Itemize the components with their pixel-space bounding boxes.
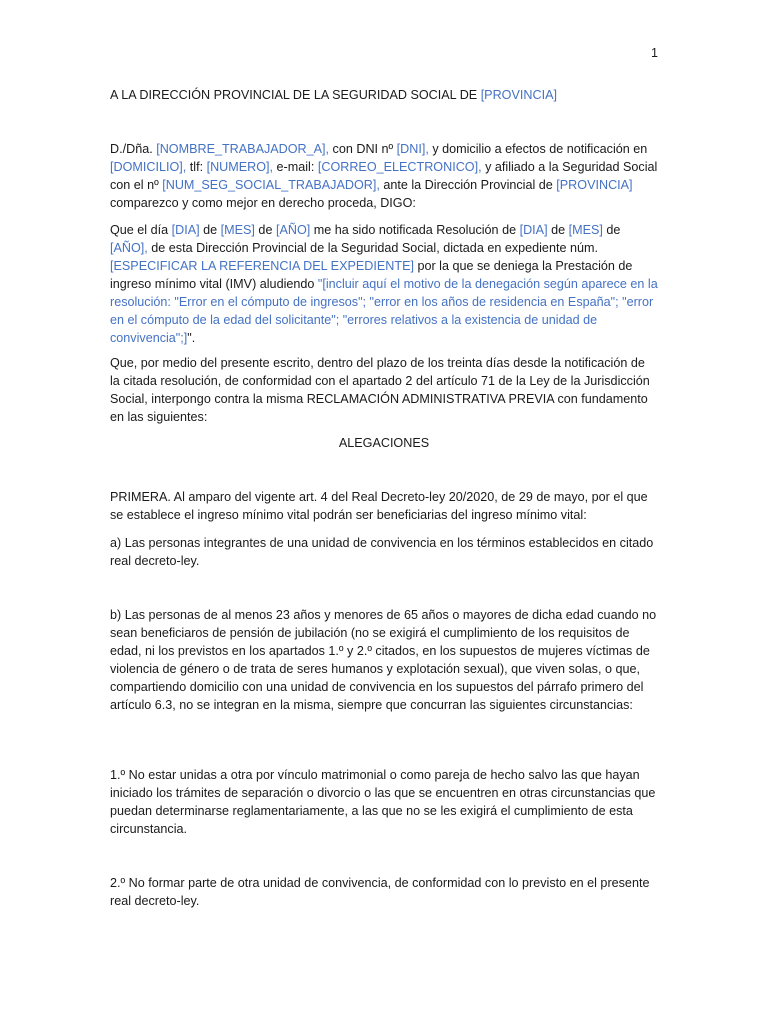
notification-text: de: [254, 223, 276, 237]
document-heading: [110, 86, 557, 104]
heading-text: A LA DIRECCIÓN PROVINCIAL DE LA SEGURIDAD SOCIAL DE: [110, 88, 481, 102]
claim-paragraph: Que, por medio del presente escrito, dentro del plazo de los treinta días desde la notificación de la citada resolución, de conformidad con el apartado 2 del artículo 71 de la Ley de la Jurisdicción Social, interpongo contra la misma RECLAMACIÓN ADMINISTRATIVA PREVIA con fundamento en las siguientes:: [110, 356, 650, 424]
placeholder-domicilio: [DOMICILIO],: [110, 160, 187, 174]
intro-paragraph: [110, 140, 658, 212]
intro-text: D./Dña.: [110, 142, 157, 156]
notification-paragraph: [110, 221, 658, 347]
placeholder-dia: [DIA]: [171, 223, 200, 237]
placeholder-nombre: [NOMBRE_TRABAJADOR_A],: [156, 142, 330, 156]
page-number: 1: [651, 46, 659, 60]
placeholder-anio: [AÑO],: [110, 241, 148, 255]
placeholder-num-seg-social: [NUM_SEG_SOCIAL_TRABAJADOR],: [162, 178, 380, 192]
intro-text: ante la Dirección Provincial de: [379, 178, 557, 192]
notification-text: de: [602, 223, 621, 237]
notification-text: de esta Dirección Provincial de la Seguridad Social, dictada en expediente núm.: [147, 241, 598, 255]
placeholder-dia: [DIA]: [519, 223, 548, 237]
notification-text: por la que se deniega la Prestación de ingreso mínimo vital (IMV) aludiendo: [110, 259, 633, 291]
intro-text: y afiliado a la Seguridad Social con el nº: [110, 160, 658, 192]
placeholder-dni: [DNI],: [396, 142, 429, 156]
intro-text: comparezco y como mejor en derecho proceda, DIGO:: [110, 196, 416, 210]
notification-text: de: [547, 223, 569, 237]
primera-paragraph: PRIMERA. Al amparo del vigente art. 4 del Real Decreto-ley 20/2020, de 29 de mayo, por el que se establece el ingreso mínimo vital podrán ser beneficiarias del ingreso mínimo vital:: [110, 490, 648, 522]
notification-text: de: [199, 223, 221, 237]
notification-text: me ha sido notificada Resolución de: [310, 223, 520, 237]
item-2-paragraph: 2.º No formar parte de otra unidad de convivencia, de conformidad con lo previsto en el presente real decreto-ley.: [110, 876, 650, 908]
intro-text: y domicilio a efectos de notificación en: [428, 142, 648, 156]
placeholder-referencia-expediente: [ESPECIFICAR LA REFERENCIA DEL EXPEDIENTE]: [110, 259, 414, 273]
placeholder-provincia: [PROVINCIA]: [556, 178, 633, 192]
placeholder-mes: [MES]: [220, 223, 255, 237]
section-title-alegaciones: ALEGACIONES: [338, 436, 430, 450]
placeholder-numero: [NUMERO],: [206, 160, 274, 174]
item-1-paragraph: 1.º No estar unidas a otra por vínculo matrimonial o como pareja de hecho salvo las que hayan iniciado los trámites de separación o divorcio o las que se encuentren en otras circunstancias que puedan determinarse reglamentariamente, a las que no se les exigirá el cumplimiento de esta circunstancia.: [110, 768, 656, 836]
placeholder-mes: [MES]: [568, 223, 603, 237]
notification-text: ".: [187, 331, 196, 345]
item-b-paragraph: b) Las personas de al menos 23 años y menores de 65 años o mayores de dicha edad cuando no sean beneficiaros de pensión de jubilación (no se exigirá el cumplimiento de los requisitos de edad, ni los previstos en los apartados 1.º y 2.º citados, en los supuestos de mujeres víctimas de violencia de género o de trata de seres humanos y explotación sexual), que viven solas, o que, compartiendo domicilio con una unidad de convivencia en los supuestos del párrafo primero del artículo 6.3, no se integran en la misma, siempre que concurran las siguientes circunstancias:: [110, 608, 657, 712]
placeholder-provincia: [PROVINCIA]: [480, 88, 557, 102]
intro-text: e-mail:: [273, 160, 318, 174]
item-a-paragraph: a) Las personas integrantes de una unidad de convivencia en los términos establecidos en citado real decreto-ley.: [110, 536, 654, 568]
notification-text: Que el día: [110, 223, 172, 237]
placeholder-correo: [CORREO_ELECTRONICO],: [317, 160, 482, 174]
intro-text: con DNI nº: [329, 142, 397, 156]
placeholder-anio: [AÑO]: [275, 223, 311, 237]
intro-text: tlf:: [186, 160, 207, 174]
placeholder-motivo-denegacion: "[incluir aquí el motivo de la denegación según aparece en la resolución: "Error en el cómputo de ingresos"; "error en los años de residencia en España"; "error en el cómputo de la edad del solicitante"; "errores relativos a la existencia de unidad de convivencia";]: [110, 277, 658, 345]
